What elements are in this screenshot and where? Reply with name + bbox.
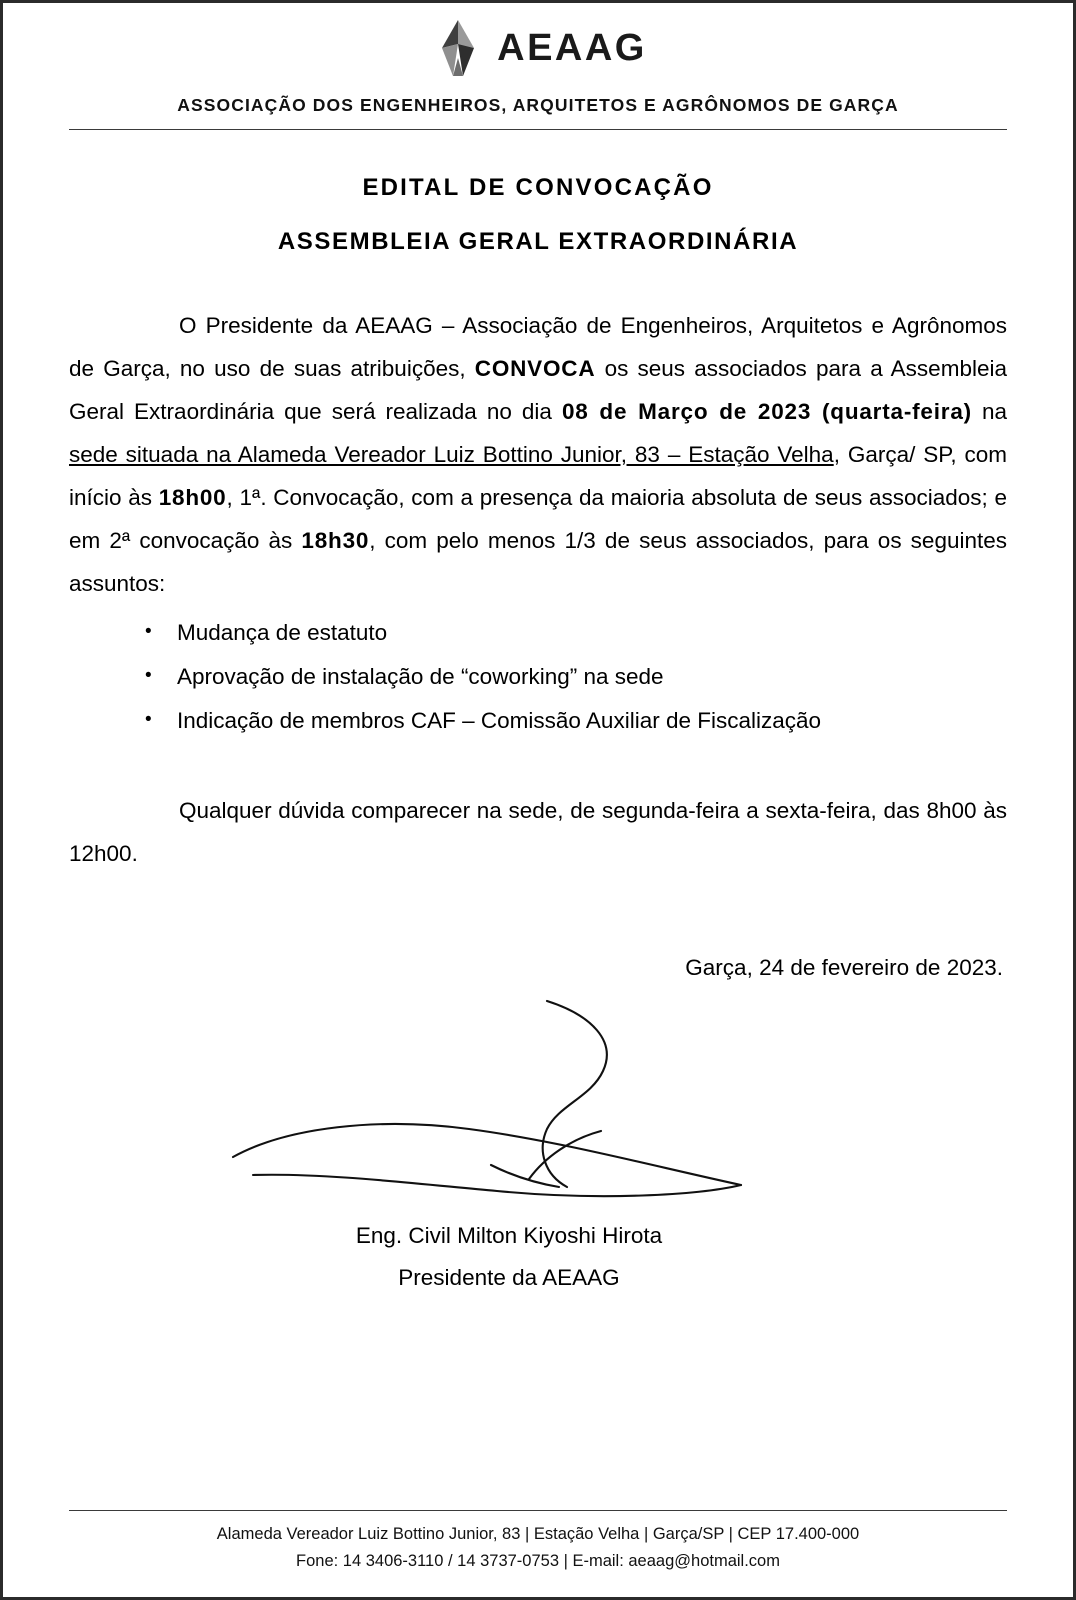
association-name: ASSOCIAÇÃO DOS ENGENHEIROS, ARQUITETOS E AGRÔNOMOS DE GARÇA [177, 95, 899, 115]
aeaag-logo-icon [429, 18, 487, 78]
document-inner [69, 3, 1007, 1597]
logo-row [69, 15, 1007, 81]
p1-segment-5: , 1ª. Convocação, com a presença da maioria absoluta de seus associados; e em 2ª convocação às [69, 485, 1007, 553]
p1-segment-4: , Garça/ SP, com início às [69, 442, 1007, 510]
p1-segment-1: O Presidente da AEAAG – Associação de Engenheiros, Arquitetos e Agrônomos de Garça, no uso de suas atribuições, [69, 313, 1007, 381]
handwritten-signature [229, 989, 789, 1214]
logo-text: AEAAG [497, 26, 647, 69]
page-title: EDITAL DE CONVOCAÇÃO [362, 174, 714, 201]
page-subtitle: ASSEMBLEIA GERAL EXTRAORDINÁRIA [277, 228, 799, 255]
list-item: • Mudança de estatuto [177, 611, 1007, 655]
signature-area [69, 983, 1007, 1223]
header-divider [69, 129, 1007, 130]
p1-segment-6: , com pelo menos 1/3 de seus associados, para os seguintes assuntos: [69, 528, 1007, 596]
signer-role: Presidente da AEAAG [398, 1265, 620, 1290]
footer-address: Alameda Vereador Luiz Bottino Junior, 83 | Estação Velha | Garça/SP | CEP 17.400-000 [216, 1525, 860, 1543]
p1-segment-2: os seus associados para a Assembleia Geral Extraordinária que será realizada no dia [69, 356, 1007, 424]
city-and-date: Garça, 24 de fevereiro de 2023. [685, 955, 1003, 980]
p1-segment-3: na [971, 399, 1008, 424]
signer-name: Eng. Civil Milton Kiyoshi Hirota [355, 1223, 663, 1248]
list-item: • Aprovação de instalação de “coworking” na sede [177, 655, 1007, 699]
document-footer [69, 1510, 1007, 1575]
document-header [69, 3, 1007, 130]
title-block [69, 174, 1007, 256]
p1-date: 08 de Março de 2023 (quarta-feira) [561, 399, 972, 424]
agenda-list [69, 611, 1007, 743]
list-item: • Indicação de membros CAF – Comissão Auxiliar de Fiscalização [177, 699, 1007, 743]
signature-names [69, 1215, 1007, 1299]
p1-convoca: CONVOCA [474, 356, 596, 381]
body-paragraph-2 [69, 789, 1007, 875]
p2-text: Qualquer dúvida comparecer na sede, de segunda-feira a sexta-feira, das 8h00 às 12h00. [69, 798, 1007, 866]
p1-time-first: 18h00 [158, 485, 227, 510]
body-paragraph-1 [69, 304, 1007, 605]
footer-contact: Fone: 14 3406-3110 / 14 3737-0753 | E-mail: aeaag@hotmail.com [296, 1552, 780, 1570]
footer-divider [69, 1510, 1007, 1511]
p1-time-second: 18h30 [301, 528, 370, 553]
p1-venue: sede situada na Alameda Vereador Luiz Bottino Junior, 83 – Estação Velha [69, 442, 834, 467]
